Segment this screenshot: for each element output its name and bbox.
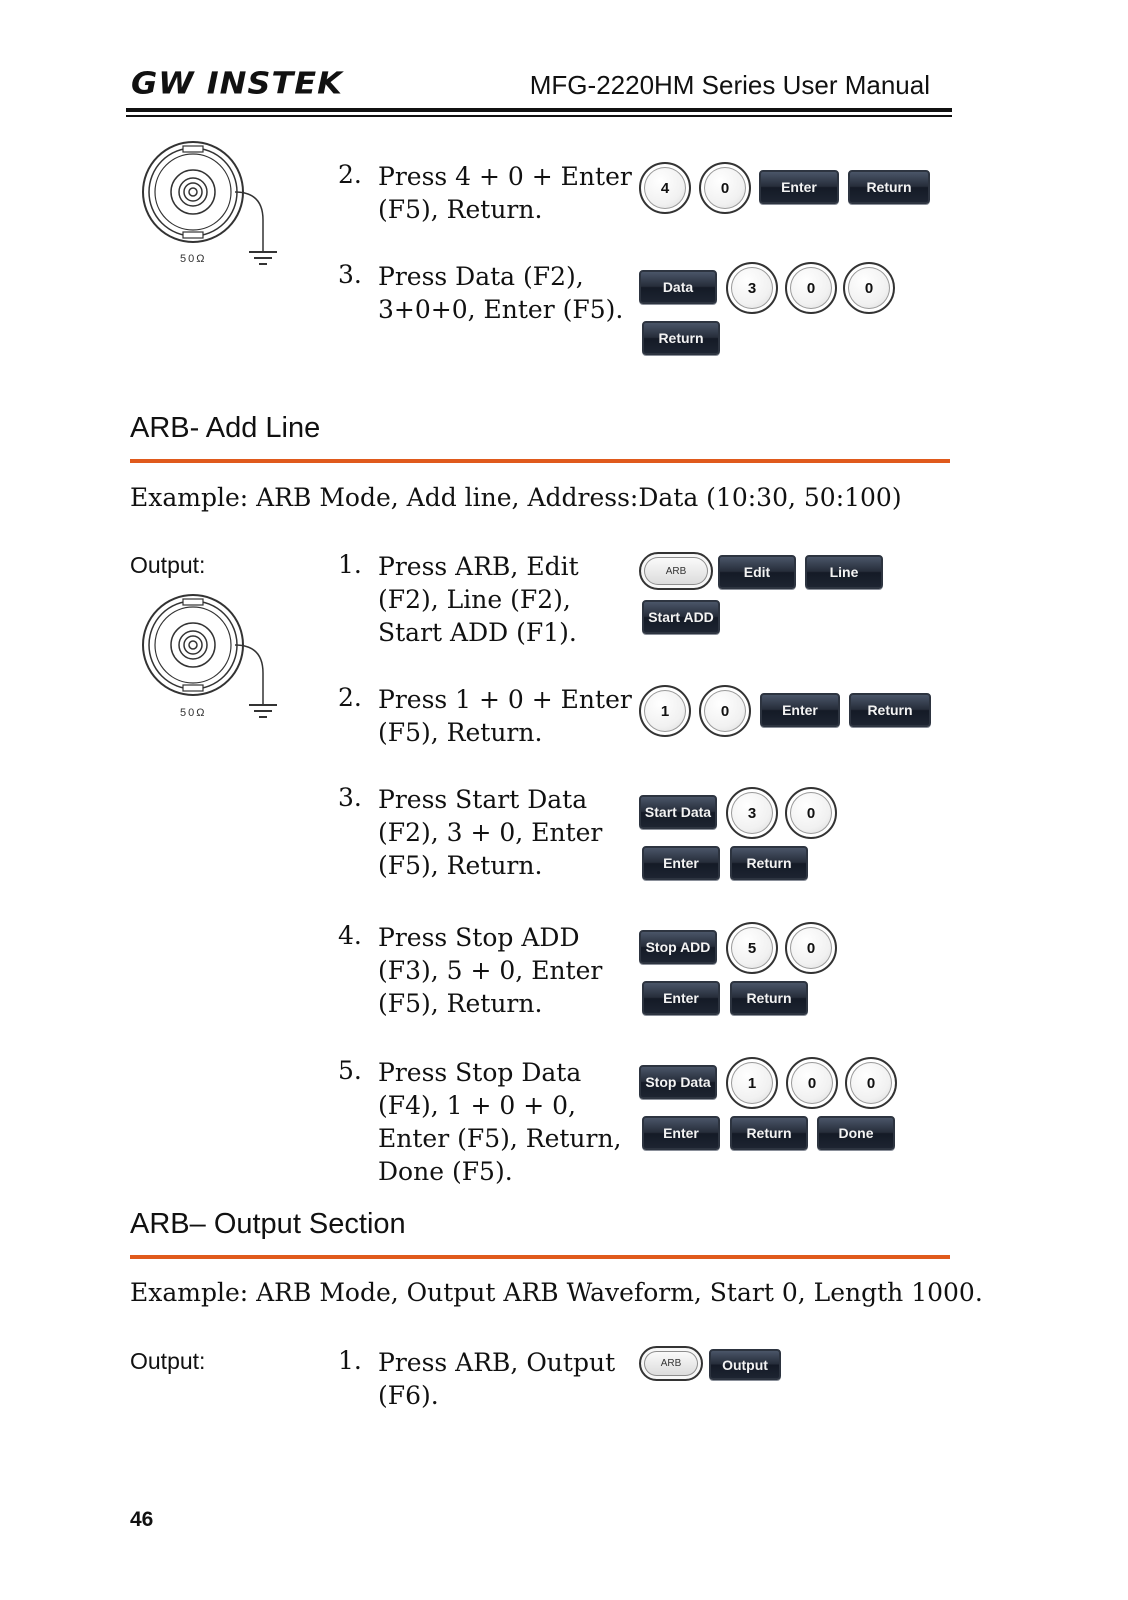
step-text: Press Data (F2), 3+0+0, Enter (F5). — [378, 262, 624, 324]
key-arb[interactable]: ARB — [639, 552, 713, 590]
step-number: 3. — [338, 783, 362, 812]
header-rule — [126, 108, 952, 112]
step-text: Press Stop Data (F4), 1 + 0 + 0, Enter (F5), Return, Done (F5). — [378, 1058, 622, 1186]
section-rule — [130, 459, 950, 463]
section-title-add-line: ARB- Add Line — [130, 412, 321, 444]
step-text: Press 4 + 0 + Enter (F5), Return. — [378, 162, 632, 224]
softkey-done[interactable]: Done — [817, 1116, 895, 1150]
header-rule-thin — [126, 115, 952, 117]
softkey-start-data[interactable]: Start Data — [639, 795, 717, 829]
key-1[interactable]: 1 — [639, 685, 691, 737]
step-number: 1. — [338, 1346, 362, 1375]
step-text: Press 1 + 0 + Enter (F5), Return. — [378, 685, 632, 747]
softkey-edit[interactable]: Edit — [718, 555, 796, 589]
key-0[interactable]: 0 — [845, 1057, 897, 1109]
softkey-return[interactable]: Return — [730, 981, 808, 1015]
impedance-label: 50Ω — [180, 253, 207, 265]
step-number: 3. — [338, 260, 362, 289]
key-4[interactable]: 4 — [639, 162, 691, 214]
softkey-start-add[interactable]: Start ADD — [642, 600, 720, 634]
softkey-enter[interactable]: Enter — [642, 1116, 720, 1150]
key-arb[interactable]: ARB — [639, 1346, 703, 1381]
softkey-return[interactable]: Return — [848, 170, 930, 204]
key-0[interactable]: 0 — [785, 262, 837, 314]
key-3[interactable]: 3 — [726, 262, 778, 314]
impedance-label: 50Ω — [180, 707, 207, 719]
step-number: 1. — [338, 550, 362, 579]
softkey-enter[interactable]: Enter — [642, 846, 720, 880]
key-0[interactable]: 0 — [786, 1057, 838, 1109]
manual-title: MFG-2220HM Series User Manual — [529, 70, 930, 100]
softkey-stop-add[interactable]: Stop ADD — [639, 930, 717, 964]
step-number: 5. — [338, 1056, 362, 1085]
softkey-stop-data[interactable]: Stop Data — [639, 1065, 717, 1099]
key-0[interactable]: 0 — [785, 787, 837, 839]
step-number: 2. — [338, 683, 362, 712]
step-text: Press ARB, Edit (F2), Line (F2), Start ADD (F1). — [378, 552, 579, 647]
example-text: Example: ARB Mode, Output ARB Waveform, Start 0, Length 1000. — [130, 1278, 983, 1307]
softkey-output[interactable]: Output — [709, 1349, 781, 1380]
key-0[interactable]: 0 — [843, 262, 895, 314]
page-number: 46 — [130, 1508, 154, 1531]
step-number: 2. — [338, 160, 362, 189]
key-5[interactable]: 5 — [726, 922, 778, 974]
example-text: Example: ARB Mode, Add line, Address:Data (10:30, 50:100) — [130, 483, 902, 512]
output-label: Output: — [130, 552, 206, 578]
softkey-line[interactable]: Line — [805, 555, 883, 589]
key-0[interactable]: 0 — [785, 922, 837, 974]
key-1[interactable]: 1 — [726, 1057, 778, 1109]
softkey-enter[interactable]: Enter — [642, 981, 720, 1015]
softkey-return[interactable]: Return — [730, 1116, 808, 1150]
key-3[interactable]: 3 — [726, 787, 778, 839]
step-text: Press Stop ADD (F3), 5 + 0, Enter (F5), Return. — [378, 923, 603, 1018]
softkey-return[interactable]: Return — [849, 693, 931, 727]
section-rule — [130, 1255, 950, 1259]
gw-instek-logo: GW INSTEK — [131, 64, 343, 102]
output-label: Output: — [130, 1348, 206, 1374]
step-text: Press Start Data (F2), 3 + 0, Enter (F5), Return. — [378, 785, 603, 880]
step-text: Press ARB, Output (F6). — [378, 1348, 616, 1410]
softkey-enter[interactable]: Enter — [759, 170, 839, 204]
section-title-output: ARB– Output Section — [130, 1208, 406, 1240]
key-0[interactable]: 0 — [699, 162, 751, 214]
key-0[interactable]: 0 — [699, 685, 751, 737]
bnc-connector-icon — [135, 593, 285, 723]
softkey-data[interactable]: Data — [639, 270, 717, 304]
step-number: 4. — [338, 921, 362, 950]
softkey-return[interactable]: Return — [730, 846, 808, 880]
bnc-connector-icon — [135, 140, 285, 270]
softkey-return[interactable]: Return — [642, 321, 720, 355]
softkey-enter[interactable]: Enter — [760, 693, 840, 727]
